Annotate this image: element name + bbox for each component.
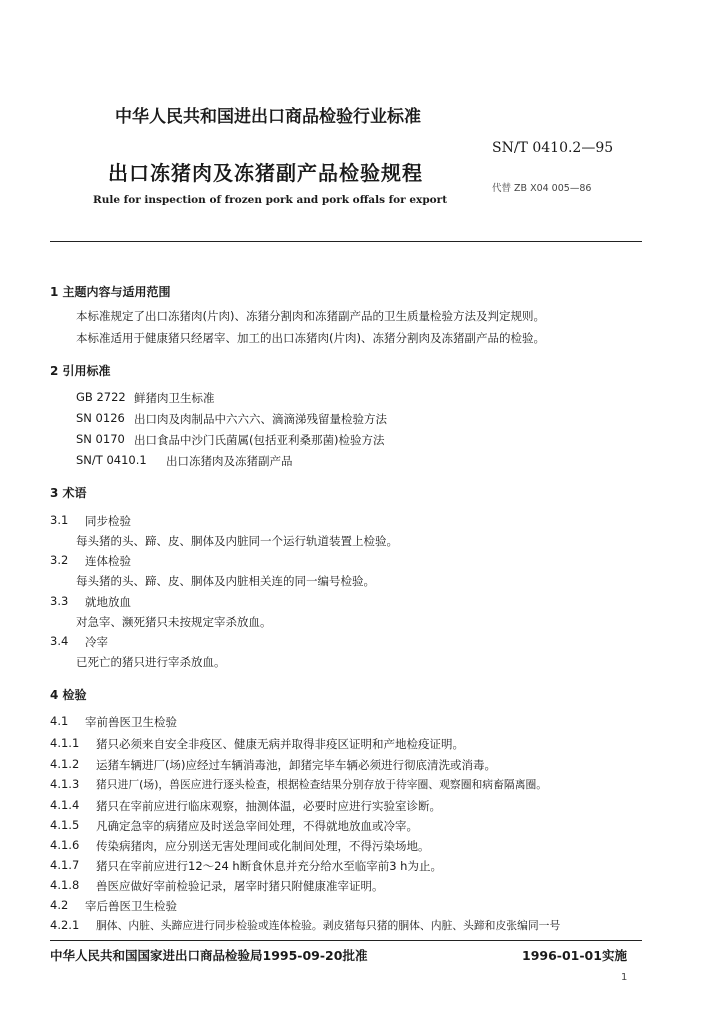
effective-date: 1996-01-01实施 [522,948,627,963]
item-number: 4.1.5 [50,818,80,832]
item-text: 运猪车辆进厂(场)应经过车辆消毒池，卸猪完毕车辆必须进行彻底清洗或消毒。 [96,758,496,772]
term-number: 3.4 [50,634,69,648]
ref-title: 出口肉及肉制品中六六六、滴滴涕残留量检验方法 [134,412,387,426]
section-4-heading: 4 检验 [50,688,87,702]
term-number: 3.2 [50,553,69,567]
term-definition: 已死亡的猪只进行宰杀放血。 [76,655,226,669]
ref-title: 出口冻猪肉及冻猪副产品 [166,454,293,468]
ref-code: SN 0126 [76,411,125,425]
item-text: 兽医应做好宰前检验记录，屠宰时猪只附健康准宰证明。 [96,879,384,893]
item-text: 猪只在宰前应进行12～24 h断食休息并充分给水至临宰前3 h为止。 [96,859,442,873]
standard-code: SN/T 0410.2—95 [492,140,614,156]
term-definition: 每头猪的头、蹄、皮、胴体及内脏相关连的同一编号检验。 [76,574,375,588]
item-number: 4.1.7 [50,858,80,872]
item-text: 传染病猪肉，应分别送无害处理间或化制间处理，不得污染场地。 [96,839,430,853]
item-number: 4.1.8 [50,878,80,892]
footer-rule [50,940,642,941]
term-name: 连体检验 [85,554,131,568]
item-text: 猪只在宰前应进行临床观察，抽测体温，必要时应进行实验室诊断。 [96,799,441,813]
ref-title: 出口食品中沙门氏菌属(包括亚利桑那菌)检验方法 [134,433,385,447]
term-name: 冷宰 [85,635,108,649]
term-number: 3.3 [50,594,69,608]
approval-issuer: 中华人民共和国国家进出口商品检验局1995-09-20批准 [50,948,368,963]
item-number: 4.1.1 [50,736,80,750]
ref-code: SN/T 0410.1 [76,453,147,467]
item-number: 4.1.3 [50,777,80,791]
page-number: 1 [621,972,628,983]
section-2-heading: 2 引用标准 [50,364,111,378]
item-text: 猪只必须来自安全非疫区、健康无病并取得非疫区证明和产地检疫证明。 [96,737,464,751]
item-number: 4.1.2 [50,757,80,771]
ref-code: SN 0170 [76,432,125,446]
subsection-number: 4.1 [50,714,69,728]
org-title: 中华人民共和国进出口商品检验行业标准 [115,107,421,127]
subsection-title: 宰前兽医卫生检验 [85,715,177,729]
section-1-paragraph-1: 本标准规定了出口冻猪肉(片肉)、冻猪分割肉和冻猪副产品的卫生质量检验方法及判定规则。 [76,309,545,323]
item-number: 4.1.4 [50,798,80,812]
document-title: 出口冻猪肉及冻猪副产品检验规程 [108,161,423,185]
item-number: 4.1.6 [50,838,80,852]
subsection-number: 4.2 [50,898,69,912]
term-definition: 对急宰、濒死猪只未按规定宰杀放血。 [76,615,272,629]
replaces-note: 代替 ZB X04 005—86 [492,183,592,194]
item-text: 凡确定急宰的病猪应及时送急宰间处理，不得就地放血或冷宰。 [96,819,418,833]
english-title: Rule for inspection of frozen pork and pork offals for export [93,194,448,206]
header-rule [50,241,642,242]
term-name: 同步检验 [85,514,131,528]
subsection-title: 宰后兽医卫生检验 [85,899,177,913]
item-text: 胴体、内脏、头蹄应进行同步检验或连体检验。剥皮猪每只猪的胴体、内脏、头蹄和皮张编同一号 [96,919,561,932]
term-number: 3.1 [50,513,69,527]
term-definition: 每头猪的头、蹄、皮、胴体及内脏同一个运行轨道装置上检验。 [76,534,398,548]
item-text: 猪只进厂(场)，兽医应进行逐头检查，根据检查结果分别存放于待宰圈、观察圈和病畜隔离圈。 [96,778,548,791]
section-1-paragraph-2: 本标准适用于健康猪只经屠宰、加工的出口冻猪肉(片肉)、冻猪分割肉及冻猪副产品的检验。 [76,331,545,345]
ref-code: GB 2722 [76,390,126,404]
section-3-heading: 3 术语 [50,486,87,500]
term-name: 就地放血 [85,595,131,609]
ref-title: 鲜猪肉卫生标准 [134,391,215,405]
item-number: 4.2.1 [50,918,80,932]
section-1-heading: 1 主题内容与适用范围 [50,285,171,299]
